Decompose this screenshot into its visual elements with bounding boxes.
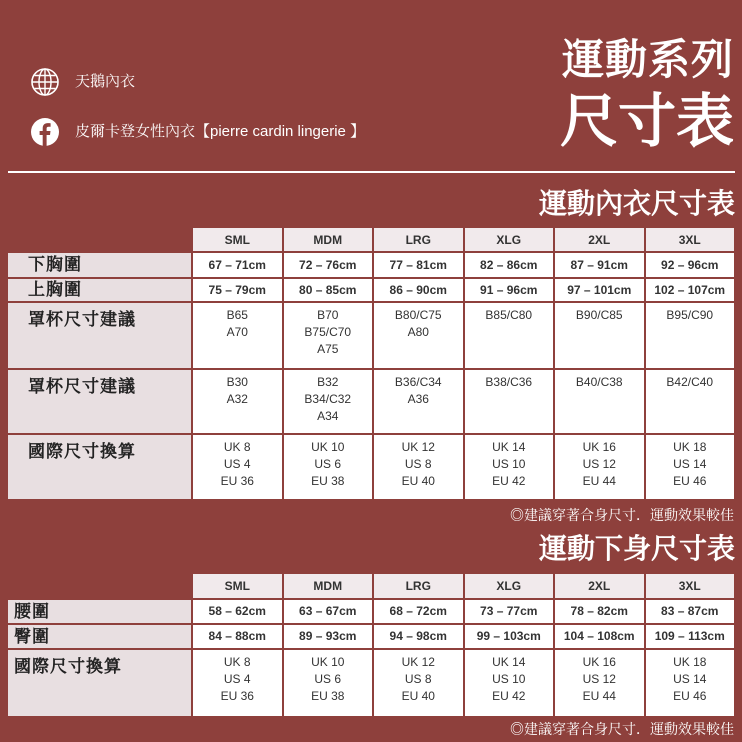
- tops-fit-note: ◎建議穿著合身尺寸．運動效果較佳: [510, 507, 734, 523]
- bust-cell: 102 – 107cm: [646, 279, 735, 301]
- underbust-cell: 87 – 91cm: [555, 253, 644, 277]
- cup-size-cell: B30 A32: [193, 370, 282, 433]
- underbust-cell: 92 – 96cm: [646, 253, 735, 277]
- header-divider: [8, 171, 735, 173]
- page-title: [560, 34, 734, 156]
- underbust-cell: 82 – 86cm: [465, 253, 554, 277]
- size-header-3xl: 3XL: [646, 228, 735, 251]
- table-corner: [8, 574, 191, 598]
- underbust-label: 下胸圍: [8, 253, 191, 277]
- underbust-cell: 77 – 81cm: [374, 253, 463, 277]
- international-size-label: 國際尺寸換算: [8, 435, 191, 499]
- brand-facebook-row: [30, 117, 365, 147]
- international-size-cell: UK 18 US 14 EU 46: [646, 435, 735, 499]
- international-size-cell: UK 18 US 14 EU 46: [646, 650, 735, 716]
- size-header-2xl: 2XL: [555, 574, 644, 598]
- hip-cell: 84 – 88cm: [193, 625, 282, 648]
- bottoms-section-title: 運動下身尺寸表: [538, 532, 735, 565]
- tops-size-table: [8, 228, 734, 499]
- waist-cell: 83 – 87cm: [646, 600, 735, 623]
- cup-size-cell: B36/C34 A36: [374, 370, 463, 433]
- size-header-xlg: XLG: [465, 228, 554, 251]
- hip-label: 臀圍: [8, 625, 191, 648]
- size-header-mdm: MDM: [284, 574, 373, 598]
- waist-cell: 73 – 77cm: [465, 600, 554, 623]
- brand-facebook-label: 皮爾卡登女性內衣【pierre cardin lingerie 】: [75, 123, 366, 140]
- underbust-cell: 72 – 76cm: [284, 253, 373, 277]
- bust-cell: 97 – 101cm: [555, 279, 644, 301]
- cup-size-cell: B70 B75/C70 A75: [284, 303, 373, 368]
- hip-cell: 99 – 103cm: [465, 625, 554, 648]
- cup-size-cell: B65 A70: [193, 303, 282, 368]
- hip-cell: 94 – 98cm: [374, 625, 463, 648]
- bust-cell: 86 – 90cm: [374, 279, 463, 301]
- international-size-cell: UK 16 US 12 EU 44: [555, 435, 644, 499]
- cup-size-cell: B80/C75 A80: [374, 303, 463, 368]
- international-size-cell: UK 8 US 4 EU 36: [193, 650, 282, 716]
- hip-cell: 109 – 113cm: [646, 625, 735, 648]
- international-size-cell: UK 8 US 4 EU 36: [193, 435, 282, 499]
- waist-cell: 68 – 72cm: [374, 600, 463, 623]
- waist-cell: 58 – 62cm: [193, 600, 282, 623]
- cup-size-cell: B85/C80: [465, 303, 554, 368]
- international-size-cell: UK 16 US 12 EU 44: [555, 650, 644, 716]
- cup-size-label: 罩杯尺寸建議: [8, 303, 191, 368]
- waist-label: 腰圍: [8, 600, 191, 623]
- waist-cell: 63 – 67cm: [284, 600, 373, 623]
- hip-cell: 104 – 108cm: [555, 625, 644, 648]
- size-header-mdm: MDM: [284, 228, 373, 251]
- cup-size-cell: B40/C38: [555, 370, 644, 433]
- bottoms-size-table: [8, 574, 734, 716]
- globe-icon: [30, 67, 60, 97]
- underbust-cell: 67 – 71cm: [193, 253, 282, 277]
- bust-cell: 75 – 79cm: [193, 279, 282, 301]
- international-size-cell: UK 12 US 8 EU 40: [374, 435, 463, 499]
- size-header-lrg: LRG: [374, 574, 463, 598]
- hip-cell: 89 – 93cm: [284, 625, 373, 648]
- international-size-label: 國際尺寸換算: [8, 650, 191, 716]
- international-size-cell: UK 10 US 6 EU 38: [284, 435, 373, 499]
- cup-size-label: 罩杯尺寸建議: [8, 370, 191, 433]
- size-header-2xl: 2XL: [555, 228, 644, 251]
- page-title-line2: 尺寸表: [559, 87, 734, 155]
- size-header-sml: SML: [193, 228, 282, 251]
- international-size-cell: UK 12 US 8 EU 40: [374, 650, 463, 716]
- cup-size-cell: B95/C90: [646, 303, 735, 368]
- brand-website-row: [30, 67, 135, 97]
- bust-label: 上胸圍: [8, 279, 191, 301]
- cup-size-cell: B32 B34/C32 A34: [284, 370, 373, 433]
- cup-size-cell: B90/C85: [555, 303, 644, 368]
- international-size-cell: UK 14 US 10 EU 42: [465, 650, 554, 716]
- tops-section-title: 運動內衣尺寸表: [538, 187, 735, 220]
- cup-size-cell: B38/C36: [465, 370, 554, 433]
- bust-cell: 80 – 85cm: [284, 279, 373, 301]
- size-header-lrg: LRG: [374, 228, 463, 251]
- waist-cell: 78 – 82cm: [555, 600, 644, 623]
- international-size-cell: UK 14 US 10 EU 42: [465, 435, 554, 499]
- page-title-line1: 運動系列: [561, 35, 734, 84]
- size-header-3xl: 3XL: [646, 574, 735, 598]
- size-header-sml: SML: [193, 574, 282, 598]
- international-size-cell: UK 10 US 6 EU 38: [284, 650, 373, 716]
- facebook-icon: [30, 117, 60, 147]
- bust-cell: 91 – 96cm: [465, 279, 554, 301]
- cup-size-cell: B42/C40: [646, 370, 735, 433]
- size-header-xlg: XLG: [465, 574, 554, 598]
- bottoms-fit-note: ◎建議穿著合身尺寸．運動效果較佳: [510, 721, 734, 737]
- table-corner: [8, 228, 191, 251]
- brand-website-label: 天鵝內衣: [75, 73, 136, 90]
